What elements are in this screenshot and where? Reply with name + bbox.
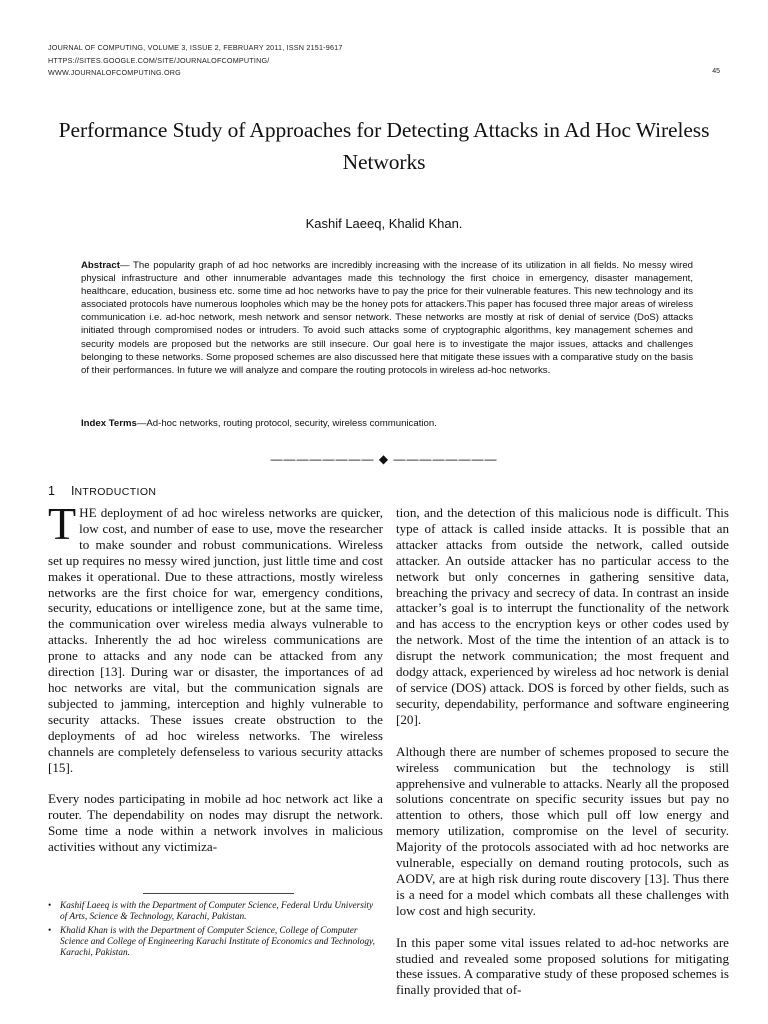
section-heading (48, 484, 156, 498)
index-terms-text: —Ad-hoc networks, routing protocol, security, wireless communication. (136, 418, 437, 429)
abstract-dash: — (119, 260, 134, 271)
authors: Kashif Laeeq, Khalid Khan. (305, 216, 463, 231)
left-paragraph-1 (48, 498, 383, 775)
paper-title: Performance Study of Approaches for Detecting Attacks in Ad Hoc Wireless Networks (58, 118, 710, 174)
section-number: 1 (48, 484, 55, 498)
footnote-2-text: Khalid Khan is with the Department of Computer Science, College of Computer Science and College of Engineering Karachi Institute of Economics and Technology, Karachi, Pakistan. (60, 926, 375, 959)
left-paragraph-2: Every nodes participating in mobile ad hoc network act like a router. The dependability on nodes may disrupt the network. Some time a node within a network involves in malicious activities without any victimiza- (48, 791, 383, 855)
footnote-bullet: • (48, 926, 52, 936)
right-paragraph-2: Although there are number of schemes proposed to secure the wireless communication but the technology is still apprehensive and vulnerable to attacks. Nearly all the proposed solutions concentrate on specific security issues but pay no attention to others, those which pull off low energy and memory utilization, compromise on the level of security. Majority of the protocols associated with ad hoc networks are vulnerable, especially on demand routing protocols, such as AODV, are at high risk during route discovery [13]. Thus there is a need for a model which combats all these challenges with low cost and high security. (396, 743, 729, 918)
abstract-text: The popularity graph of ad hoc networks are incredibly increasing with the increase of its utilization in all fields. No messy wired physical infrastructure and other innumerable advantages made this technology the first choice in emergency, disaster management, healthcare, education, business etc. some time ad hoc networks have to pay the price for their vulnerable features. This new technology and its associated protocols have numerous loopholes which may be the honey pots for attackers.This paper has focused three major areas of wireless communication i.e. ad-hoc network, mesh network and sensor network. These networks are mostly at risk of denial of service (DoS) attacks initiated through compromised nodes or intruders. To avoid such attacks some of cryptographic algorithms, key management schemes and security models are proposed but the networks are still insecure. Our goal here is to investigate the major issues, attacks and challenges belonging to these networks. Some proposed schemes are also discussed here that mitigate these issues with a comparative study on the basis of their performances. In future we will analyze and compare the routing protocols in wireless ad-hoc networks. (81, 260, 693, 376)
footnote-bullet: • (48, 901, 52, 911)
journal-header-line-3: WWW.JOURNALOFCOMPUTING.ORG (48, 68, 181, 77)
footnote-rule (143, 893, 294, 894)
footnote-1 (48, 901, 380, 923)
index-terms-label: Index Terms (81, 418, 137, 429)
footnote-2 (48, 926, 380, 959)
drop-cap: T (48, 498, 77, 549)
section-separator: ———————— ◆ ———————— (270, 452, 498, 466)
left-paragraph-1-text: HE deployment of ad hoc wireless networks are quicker, low cost, and number of ease to use, move the researcher to make sounder and robust communications. Wireless set up requires no messy wired junction, just little time and cost makes it operational. Due to these attractions, mostly wireless networks are the first choice for war, emergency conditions, security, educations or intelligence zone, but at the same time, the communication over wireless media always vulnerable to attacks. Inherently the ad hoc wireless communications are prone to attacks and any node can be attacked from any direction [13]. During war or disaster, the importances of ad hoc networks are vital, but the communication signals are subjected to jamming, interception and highly vulnerable to security attacks. These issues create obstruction to the deployments of ad hoc wireless networks. The wireless channels are completely defenseless to various security attacks [15]. (48, 505, 383, 775)
journal-header-line-1: JOURNAL OF COMPUTING, VOLUME 3, ISSUE 2, FEBRUARY 2011, ISSN 2151-9617 (48, 43, 343, 52)
section-title-first: I (70, 484, 75, 498)
index-terms (81, 418, 693, 429)
right-paragraph-3: In this paper some vital issues related to ad-hoc networks are studied and revealed some proposed solutions for mitigating these issues. A comparative study of these proposed schemes is finally provided that of- (396, 934, 729, 998)
journal-header-line-2: HTTPS://SITES.GOOGLE.COM/SITE/JOURNALOFCOMPUTING/ (48, 56, 270, 65)
page-number: 45 (712, 68, 720, 75)
abstract (81, 259, 693, 377)
abstract-label: Abstract (81, 260, 120, 271)
section-title-rest: NTRODUCTION (74, 486, 157, 498)
right-paragraph-1: tion, and the detection of this malicious node is difficult. This type of attack is called inside attacks. It is possible that an attacker attacks from outside the network, called outside attacker. An outside attacker has no particular access to the network but only concernes in gathering sensitive data, breaching the privacy and secrecy of data. In contrast an inside attacker’s goal is to interrupt the functionality of the network and has access to the encryption keys or other codes used by the network. Most of the time the intention of an attack is to disrupt the network communication; the most frequent and dodgy attack, experienced by wireless ad hoc network is denial of service (DOS) attack. DOS is forced by other fields, such as security, dependability, performance and software engineering [20]. (396, 505, 729, 727)
right-column (396, 505, 729, 998)
footnote-1-text: Kashif Laeeq is with the Department of Computer Science, Federal Urdu University of Arts, Science & Technology, Karachi, Pakistan. (60, 901, 374, 923)
left-column (48, 498, 383, 855)
